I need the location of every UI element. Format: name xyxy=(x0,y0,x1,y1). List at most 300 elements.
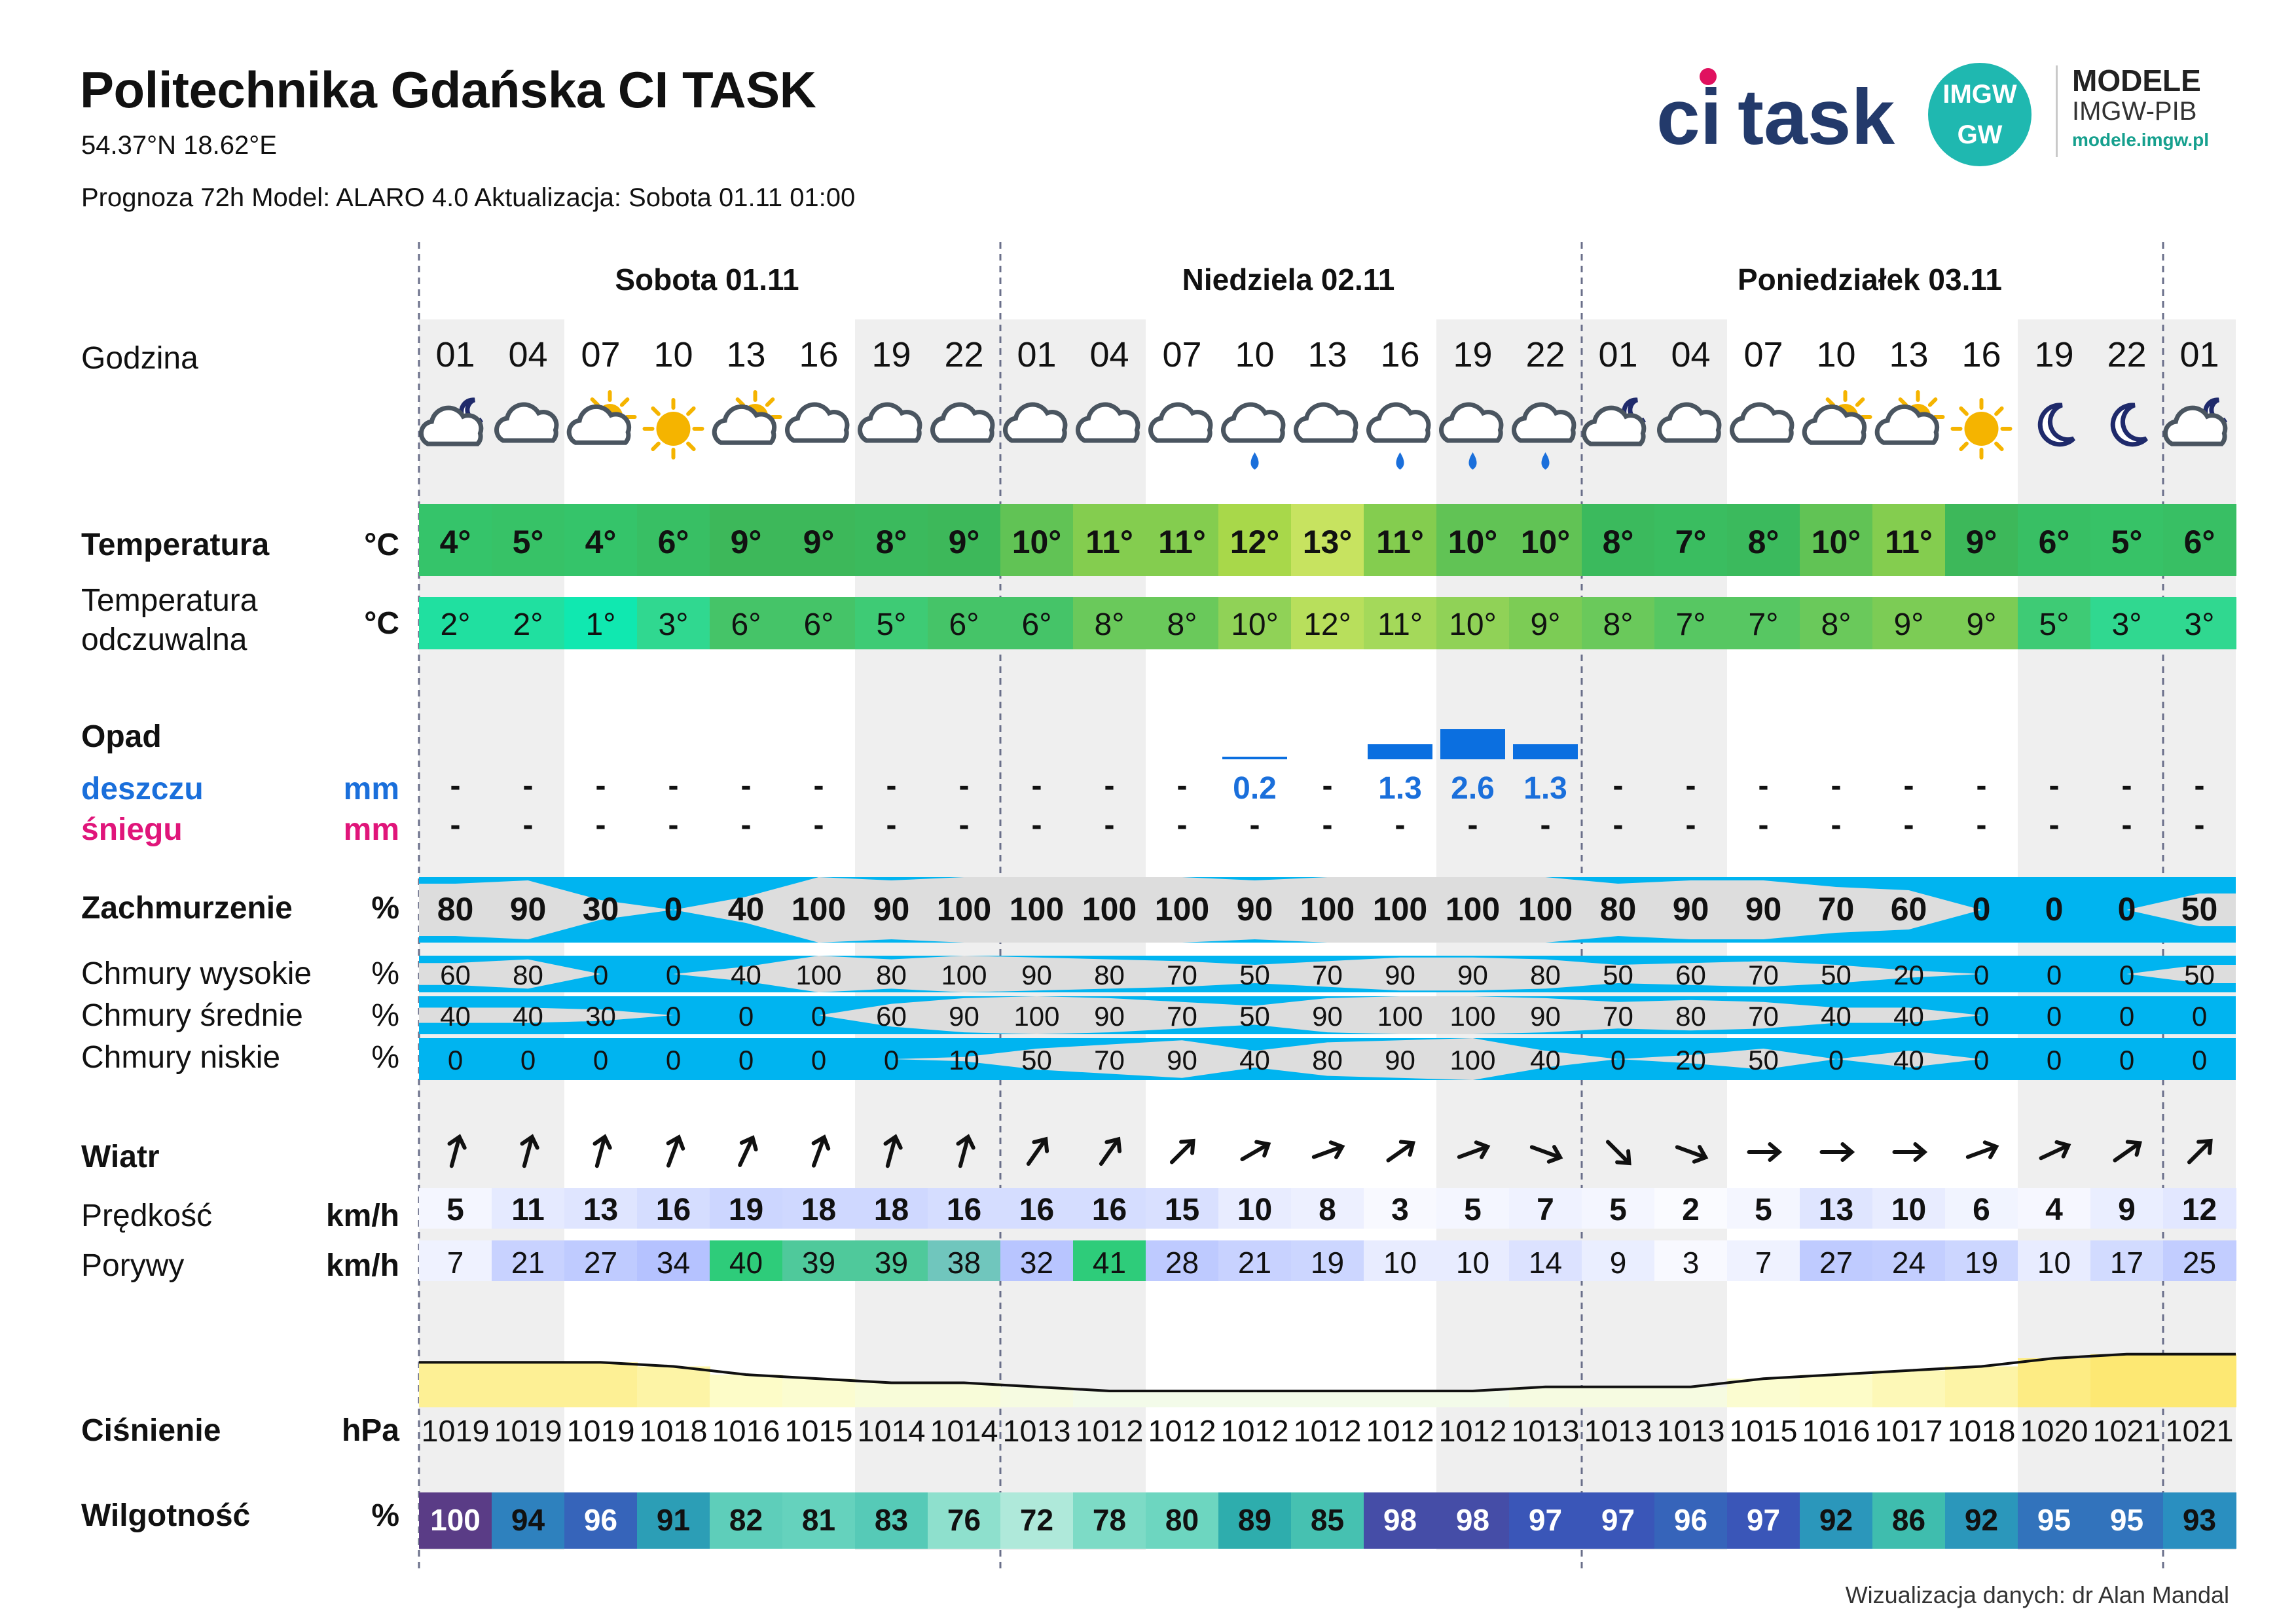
wind-arrow-shaft xyxy=(1172,1142,1192,1162)
humidity-value: 95 xyxy=(2037,1503,2071,1537)
unit-clouds-low: % xyxy=(371,1040,399,1075)
cloud-high-value: 80 xyxy=(876,960,907,990)
rain-empty: - xyxy=(1031,768,1042,803)
rain-empty: - xyxy=(1613,768,1624,803)
cloud-low-value: 0 xyxy=(811,1045,827,1075)
gust-value: 3 xyxy=(1682,1246,1700,1280)
humidity-value: 82 xyxy=(729,1503,763,1537)
cloud-mid-value: 40 xyxy=(513,1001,543,1032)
gust-value: 38 xyxy=(947,1246,981,1280)
sun-disc xyxy=(1965,412,1999,446)
gust-value: 10 xyxy=(1455,1246,1490,1280)
weather-cloud-sun-icon xyxy=(1804,392,1870,442)
sun-ray xyxy=(688,408,693,414)
gust-value: 7 xyxy=(1755,1246,1772,1280)
cloud-total-value: 40 xyxy=(727,891,765,928)
humidity-value: 86 xyxy=(1891,1503,1926,1537)
weather-sun-icon xyxy=(645,400,702,458)
sun-ray xyxy=(622,399,627,405)
feels-like-value: 6° xyxy=(1021,607,1052,642)
cloud-mid-value: 90 xyxy=(1530,1001,1561,1032)
rain-drop xyxy=(1252,455,1258,468)
pressure-fill xyxy=(1654,1387,1728,1407)
gust-value: 27 xyxy=(583,1246,618,1280)
wind-speed-value: 9 xyxy=(2118,1193,2136,1227)
gust-value: 10 xyxy=(2037,1246,2071,1280)
sun-ray xyxy=(688,444,693,449)
hour-label: 19 xyxy=(871,335,911,374)
pressure-fill xyxy=(564,1362,638,1407)
feels-like-value: 6° xyxy=(803,607,834,642)
snow-value: - xyxy=(668,808,679,842)
humidity-value: 72 xyxy=(1019,1503,1054,1537)
feels-like-value: 8° xyxy=(1821,607,1851,642)
wind-speed-value: 13 xyxy=(583,1193,619,1227)
forecast-meta: Prognoza 72h Model: ALARO 4.0 Aktualizacja: Sobota 01.11 01:00 xyxy=(81,183,856,212)
pressure-value: 1019 xyxy=(566,1414,635,1448)
humidity-value: 93 xyxy=(2182,1503,2217,1537)
sun-ray xyxy=(767,399,773,405)
hour-label: 01 xyxy=(1017,335,1057,374)
hour-label: 13 xyxy=(726,335,766,374)
hour-label: 16 xyxy=(1961,335,2001,374)
cloud-mid-value: 90 xyxy=(1094,1001,1125,1032)
hour-label: 16 xyxy=(799,335,839,374)
cloud-shape xyxy=(1296,405,1356,441)
pressure-fill xyxy=(637,1367,710,1408)
temperature-value: 9° xyxy=(803,524,835,560)
cloud-total-value: 60 xyxy=(1890,891,1927,928)
cloud-low-value: 0 xyxy=(1610,1045,1626,1075)
unit-clouds-high: % xyxy=(371,956,399,991)
humidity-value: 81 xyxy=(801,1503,836,1537)
rain-empty: - xyxy=(958,768,970,803)
cloud-total-value: 30 xyxy=(582,891,619,928)
gust-value: 32 xyxy=(1019,1246,1054,1280)
rain-bar xyxy=(1440,729,1505,759)
label-clouds-high: Chmury wysokie xyxy=(81,956,312,991)
gust-value: 34 xyxy=(656,1246,691,1280)
snow-value: - xyxy=(1249,808,1260,842)
cloud-high-value: 70 xyxy=(1167,960,1197,990)
wind-speed-value: 16 xyxy=(946,1193,982,1227)
weather-cloud-sun-icon xyxy=(1877,392,1942,442)
humidity-value: 96 xyxy=(583,1503,618,1537)
temperature-value: 11° xyxy=(1376,524,1424,560)
wind-speed-value: 4 xyxy=(2045,1193,2063,1227)
humidity-value: 100 xyxy=(430,1503,481,1537)
cloud-total-value: 100 xyxy=(1518,891,1573,928)
cloud-total-value: 100 xyxy=(1154,891,1210,928)
unit-wind-speed: km/h xyxy=(325,1199,399,1233)
cloud-high-value: 20 xyxy=(1893,960,1924,990)
feels-like-value: 10° xyxy=(1449,607,1497,642)
sun-ray xyxy=(1857,399,1863,405)
cloud-mid-value: 0 xyxy=(811,1001,827,1032)
hour-label: 19 xyxy=(2034,335,2074,374)
label-temperature: Temperatura xyxy=(81,528,270,562)
pressure-fill xyxy=(419,1362,492,1407)
label-snow: śniegu xyxy=(81,812,183,847)
cloud-total-value: 0 xyxy=(1972,891,1991,928)
label-clouds-mid: Chmury średnie xyxy=(81,998,303,1033)
rain-empty: - xyxy=(1104,768,1115,803)
temperature-value: 4° xyxy=(439,524,471,560)
pressure-fill xyxy=(855,1383,928,1408)
humidity-value: 97 xyxy=(1746,1503,1781,1537)
rain-empty: - xyxy=(1831,768,1842,803)
pressure-value: 1019 xyxy=(494,1414,562,1448)
pressure-value: 1012 xyxy=(1293,1414,1362,1448)
cloud-high-value: 60 xyxy=(1675,960,1706,990)
rain-bar xyxy=(1513,744,1578,759)
cloud-high-value: 80 xyxy=(1530,960,1561,990)
unit-temperature: °C xyxy=(364,528,399,562)
pressure-fill xyxy=(2018,1358,2091,1407)
hour-label: 07 xyxy=(581,335,621,374)
feels-like-value: 5° xyxy=(876,607,907,642)
cloud-mid-value: 70 xyxy=(1748,1001,1779,1032)
wind-speed-value: 19 xyxy=(728,1193,764,1227)
wind-arrow-icon xyxy=(1384,1136,1417,1166)
cloud-total-value: 90 xyxy=(1745,891,1782,928)
hour-label: 10 xyxy=(1816,335,1856,374)
snow-value: - xyxy=(1903,808,1914,842)
gust-value: 27 xyxy=(1819,1246,1853,1280)
rain-drop xyxy=(1398,455,1403,468)
cloud-total-value: 80 xyxy=(1599,891,1637,928)
rain-empty: - xyxy=(740,768,752,803)
unit-gusts: km/h xyxy=(325,1248,399,1283)
humidity-value: 98 xyxy=(1383,1503,1417,1537)
snow-value: - xyxy=(595,808,606,842)
rain-value: 1.3 xyxy=(1523,771,1567,806)
cloud-total-value: 100 xyxy=(791,891,847,928)
snow-value: - xyxy=(1322,808,1333,842)
feels-like-value: 7° xyxy=(1748,607,1779,642)
rain-empty: - xyxy=(1685,768,1696,803)
cloud-total-value: 100 xyxy=(1300,891,1355,928)
pressure-fill xyxy=(492,1362,565,1407)
cloud-mid-value: 0 xyxy=(2046,1001,2062,1032)
unit-feels: °C xyxy=(364,606,399,641)
feels-like-value: 6° xyxy=(731,607,761,642)
cloud-mid-value: 100 xyxy=(1449,1001,1496,1032)
pressure-value: 1019 xyxy=(421,1414,490,1448)
temperature-value: 5° xyxy=(512,524,544,560)
wind-speed-value: 11 xyxy=(511,1193,545,1227)
label-feels-1: Temperatura xyxy=(81,583,258,618)
label-wind-speed: Prędkość xyxy=(81,1199,213,1233)
wind-speed-value: 18 xyxy=(873,1193,909,1227)
cloud-total-value: 80 xyxy=(437,891,474,928)
cloud-low-value: 0 xyxy=(520,1045,536,1075)
sun-ray xyxy=(653,444,658,449)
cloud-low-value: 40 xyxy=(1239,1045,1270,1075)
feels-like-value: 11° xyxy=(1377,607,1423,642)
pressure-value: 1012 xyxy=(1220,1414,1289,1448)
cloud-mid-value: 50 xyxy=(1239,1001,1270,1032)
hour-label: 22 xyxy=(944,335,984,374)
cloud-low-value: 0 xyxy=(2191,1045,2208,1075)
gust-value: 19 xyxy=(1310,1246,1345,1280)
cloud-high-value: 70 xyxy=(1312,960,1343,990)
gust-value: 39 xyxy=(874,1246,909,1280)
temperature-value: 10° xyxy=(1811,524,1861,560)
cloud-high-value: 50 xyxy=(1603,960,1633,990)
hour-label: 07 xyxy=(1743,335,1783,374)
sun-ray xyxy=(738,399,743,405)
cloud-high-value: 60 xyxy=(440,960,471,990)
rain-value: 2.6 xyxy=(1451,771,1495,806)
snow-value: - xyxy=(2121,808,2132,842)
pressure-fill xyxy=(1872,1371,1946,1407)
snow-value: - xyxy=(1976,808,1987,842)
rain-empty: - xyxy=(595,768,606,803)
citask-logo-task: task xyxy=(1738,73,1895,161)
hour-label: 19 xyxy=(1453,335,1493,374)
feels-like-value: 5° xyxy=(2039,607,2069,642)
sun-ray xyxy=(1901,399,1906,405)
weather-cloud-icon xyxy=(1151,405,1211,441)
rain-empty: - xyxy=(1176,768,1188,803)
hour-label: 10 xyxy=(653,335,693,374)
pressure-value: 1015 xyxy=(1729,1414,1798,1448)
weather-cloud-sun-icon xyxy=(569,392,634,442)
cloud-low-value: 20 xyxy=(1675,1045,1706,1075)
snow-value: - xyxy=(1176,808,1188,842)
unit-snow: mm xyxy=(343,812,399,847)
temperature-value: 6° xyxy=(2183,524,2215,560)
wind-speed-value: 10 xyxy=(1891,1193,1927,1227)
cloud-low-value: 80 xyxy=(1312,1045,1343,1075)
weather-cloud-rain-icon xyxy=(1369,405,1429,468)
cloud-low-value: 0 xyxy=(1973,1045,1990,1075)
cloud-total-value: 0 xyxy=(664,891,683,928)
cloud-high-value: 100 xyxy=(941,960,987,990)
gust-value: 10 xyxy=(1383,1246,1417,1280)
cloud-high-value: 90 xyxy=(1385,960,1415,990)
wind-speed-value: 16 xyxy=(655,1193,691,1227)
snow-value: - xyxy=(1540,808,1551,842)
sun-ray xyxy=(653,408,658,414)
gust-value: 19 xyxy=(1964,1246,1999,1280)
temperature-value: 5° xyxy=(2111,524,2143,560)
cloud-shape xyxy=(1224,405,1283,441)
cloud-high-value: 80 xyxy=(1094,960,1125,990)
cloud-low-value: 0 xyxy=(738,1045,754,1075)
cloud-mid-value: 40 xyxy=(1893,1001,1924,1032)
hour-label: 04 xyxy=(508,335,548,374)
snow-value: - xyxy=(813,808,824,842)
cloud-total-value: 100 xyxy=(1372,891,1428,928)
weather-cloud-icon xyxy=(788,405,847,441)
wind-arrow-icon xyxy=(733,1134,759,1168)
temperature-value: 12° xyxy=(1230,524,1280,560)
cloud-total-value: 100 xyxy=(1009,891,1065,928)
pressure-fill xyxy=(1945,1367,2018,1408)
snow-value: - xyxy=(2049,808,2060,842)
pressure-value: 1013 xyxy=(1002,1414,1071,1448)
rain-value: 0.2 xyxy=(1233,771,1277,806)
cloud-mid-value: 90 xyxy=(1312,1001,1343,1032)
label-feels-2: odczuwalna xyxy=(81,623,247,657)
feels-like-value: 10° xyxy=(1231,607,1279,642)
sun-ray xyxy=(1930,399,1935,405)
hour-label: 16 xyxy=(1380,335,1420,374)
pressure-fill xyxy=(2090,1354,2164,1407)
cloud-mid-value: 70 xyxy=(1603,1001,1633,1032)
pressure-fill xyxy=(1364,1391,1437,1407)
cloud-mid-value: 30 xyxy=(585,1001,616,1032)
pressure-value: 1017 xyxy=(1874,1414,1943,1448)
cloud-high-value: 0 xyxy=(592,960,609,990)
wind-arrow-icon xyxy=(807,1134,831,1168)
cloud-high-value: 70 xyxy=(1748,960,1779,990)
cloud-shape xyxy=(1732,405,1792,441)
temperature-value: 6° xyxy=(2038,524,2070,560)
wind-speed-value: 12 xyxy=(2181,1193,2217,1227)
gust-value: 41 xyxy=(1092,1246,1127,1280)
gust-value: 17 xyxy=(2109,1246,2144,1280)
temperature-value: 13° xyxy=(1302,524,1353,560)
wind-speed-value: 10 xyxy=(1237,1193,1273,1227)
hour-label: 10 xyxy=(1235,335,1275,374)
pressure-value: 1018 xyxy=(1947,1414,2016,1448)
gust-value: 9 xyxy=(1609,1246,1627,1280)
gust-value: 40 xyxy=(729,1246,763,1280)
humidity-value: 78 xyxy=(1092,1503,1127,1537)
rain-empty: - xyxy=(1903,768,1914,803)
gust-value: 39 xyxy=(801,1246,836,1280)
label-hour: Godzina xyxy=(81,341,198,376)
pressure-fill xyxy=(1073,1391,1146,1407)
pressure-fill xyxy=(1727,1379,1800,1407)
wind-speed-value: 16 xyxy=(1019,1193,1055,1227)
wind-speed-value: 5 xyxy=(1609,1193,1627,1227)
cloud-mid-value: 100 xyxy=(1013,1001,1060,1032)
wind-speed-value: 5 xyxy=(1755,1193,1772,1227)
snow-value: - xyxy=(1031,808,1042,842)
cloud-mid-value: 80 xyxy=(1675,1001,1706,1032)
cloud-shape xyxy=(1151,405,1211,441)
hour-label: 13 xyxy=(1307,335,1347,374)
unit-humidity: % xyxy=(371,1498,399,1533)
sun-ray xyxy=(1961,444,1966,449)
cloud-total-value: 50 xyxy=(2181,891,2218,928)
pressure-fill xyxy=(1800,1375,1873,1407)
hour-label: 01 xyxy=(1598,335,1638,374)
snow-value: - xyxy=(886,808,897,842)
humidity-value: 95 xyxy=(2109,1503,2144,1537)
humidity-value: 83 xyxy=(874,1503,909,1537)
rain-empty: - xyxy=(1976,768,1987,803)
wind-arrow-icon xyxy=(661,1134,686,1168)
pressure-value: 1015 xyxy=(784,1414,853,1448)
cloud-low-value: 0 xyxy=(592,1045,609,1075)
pressure-value: 1014 xyxy=(857,1414,926,1448)
cloud-mid-value: 0 xyxy=(2191,1001,2208,1032)
hour-label: 13 xyxy=(1889,335,1929,374)
page-title: Politechnika Gdańska CI TASK xyxy=(80,61,816,118)
imgw-logo-top: IMGW xyxy=(1942,80,2017,109)
citask-logo-ci: ci xyxy=(1656,73,1722,161)
cloud-mid-value: 0 xyxy=(738,1001,754,1032)
sun-disc xyxy=(657,412,691,446)
cloud-shape xyxy=(1369,405,1429,441)
temperature-value: 11° xyxy=(1085,524,1133,560)
wind-speed-value: 18 xyxy=(801,1193,837,1227)
hour-label: 04 xyxy=(1671,335,1711,374)
sun-ray xyxy=(1828,399,1833,405)
cloud-mid-value: 70 xyxy=(1167,1001,1197,1032)
cloud-mid-value: 60 xyxy=(876,1001,907,1032)
rain-drop xyxy=(1543,455,1548,468)
temperature-value: 10° xyxy=(1520,524,1571,560)
humidity-value: 94 xyxy=(511,1503,545,1537)
label-wind: Wiatr xyxy=(81,1140,160,1174)
pressure-value: 1016 xyxy=(712,1414,780,1448)
temperature-value: 6° xyxy=(657,524,689,560)
feels-like-value: 7° xyxy=(1675,607,1706,642)
sun-ray xyxy=(1996,444,2001,449)
cloud-high-value: 50 xyxy=(1821,960,1851,990)
feels-like-value: 8° xyxy=(1603,607,1633,642)
gust-value: 21 xyxy=(511,1246,545,1280)
cloud-total-value: 90 xyxy=(1236,891,1273,928)
snow-value: - xyxy=(1613,808,1624,842)
cloud-high-value: 100 xyxy=(795,960,842,990)
hour-label: 22 xyxy=(1525,335,1565,374)
snow-value: - xyxy=(740,808,752,842)
cloud-low-value: 0 xyxy=(883,1045,900,1075)
feels-like-value: 2° xyxy=(513,607,543,642)
temperature-value: 10° xyxy=(1448,524,1498,560)
weather-cloud-rain-icon xyxy=(1224,405,1283,468)
cloud-total-value: 100 xyxy=(1445,891,1501,928)
cloud-mid-value: 0 xyxy=(665,1001,682,1032)
wind-arrow-icon xyxy=(1895,1144,1925,1160)
temperature-value: 9° xyxy=(730,524,762,560)
pressure-fill xyxy=(782,1379,856,1407)
temperature-value: 7° xyxy=(1675,524,1707,560)
label-precip: Opad xyxy=(81,719,162,754)
wind-arrow-icon xyxy=(1311,1140,1345,1164)
humidity-value: 98 xyxy=(1455,1503,1490,1537)
humidity-value: 97 xyxy=(1601,1503,1635,1537)
wind-arrow-icon xyxy=(1822,1144,1852,1160)
wind-speed-value: 7 xyxy=(1537,1193,1554,1227)
temperature-value: 4° xyxy=(585,524,617,560)
pressure-value: 1016 xyxy=(1802,1414,1870,1448)
cloud-shape xyxy=(788,405,847,441)
label-clouds: Zachmurzenie xyxy=(81,891,293,926)
cloud-low-value: 10 xyxy=(949,1045,979,1075)
temperature-value: 8° xyxy=(1747,524,1779,560)
feels-like-value: 2° xyxy=(440,607,471,642)
cloud-low-value: 0 xyxy=(2119,1045,2135,1075)
temperature-value: 9° xyxy=(948,524,980,560)
pressure-fill xyxy=(1218,1391,1292,1407)
rain-empty: - xyxy=(1322,768,1333,803)
cloud-total-value: 90 xyxy=(873,891,910,928)
snow-value: - xyxy=(1467,808,1478,842)
humidity-value: 96 xyxy=(1673,1503,1708,1537)
pressure-value: 1014 xyxy=(930,1414,998,1448)
pressure-value: 1013 xyxy=(1511,1414,1580,1448)
temperature-value: 10° xyxy=(1011,524,1062,560)
cloud-high-value: 90 xyxy=(1021,960,1052,990)
